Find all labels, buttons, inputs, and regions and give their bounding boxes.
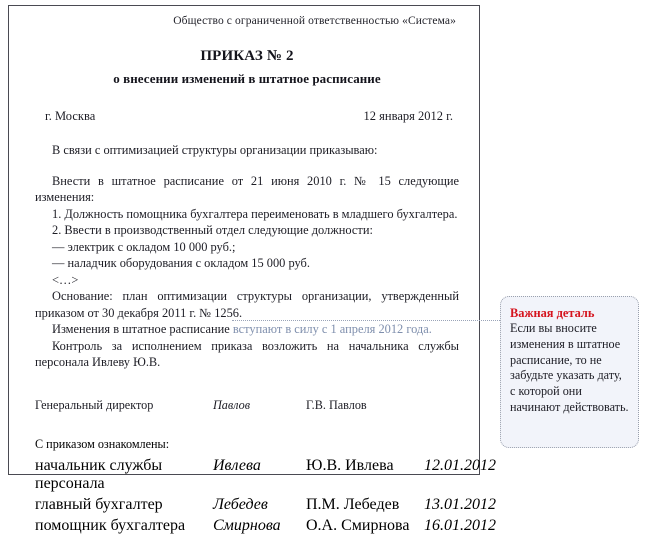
ack-date: 13.01.2012 <box>424 495 496 513</box>
director-signature: Павлов <box>213 397 251 412</box>
ack-role: помощник бухгалтера <box>35 516 186 534</box>
callout-title: Важная деталь <box>510 306 595 320</box>
ack-name: О.А. Смирнова <box>306 516 410 534</box>
paragraph-intro: Внести в штатное расписание от 21 июня 2010 г. № 15 следующие изменения: <box>35 173 459 204</box>
ack-role: главный бухгалтер <box>35 495 163 513</box>
callout-text: Если вы вносите изменения в штатное расписание, то не забудьте указать дату, с которой они начинают действовать. <box>510 321 629 414</box>
callout-leader-line <box>232 320 514 321</box>
paragraph-dash-2: — наладчик оборудования с окладом 15 000 руб. <box>52 256 310 270</box>
order-subtitle: о внесении изменений в штатное расписание <box>113 71 381 86</box>
ack-role: начальник службы персонала <box>35 456 163 492</box>
paragraph-control: Контроль за исполнением приказа возложить на начальника службы персонала Ивлеву Ю.В. <box>35 338 459 369</box>
ack-date: 16.01.2012 <box>424 516 496 534</box>
important-detail-callout <box>500 296 639 448</box>
document-place: г. Москва <box>45 109 96 123</box>
paragraph-item-2: 2. Ввести в производственный отдел следующие должности: <box>52 223 373 237</box>
place-date-row <box>35 109 459 124</box>
acknowledgement-list <box>35 456 496 535</box>
table-row <box>35 456 496 493</box>
paragraph-dash-1: — электрик с окладом 10 000 руб.; <box>52 239 236 254</box>
director-role: Генеральный директор <box>35 397 154 412</box>
director-name: Г.В. Павлов <box>306 397 367 412</box>
signature-row <box>35 398 459 413</box>
ack-signature: Смирнова <box>213 516 281 534</box>
effective-date-highlight: вступают в силу с 1 апреля 2012 года. <box>232 322 432 336</box>
acknowledgement-label: С приказом ознакомлены: <box>35 436 170 451</box>
effective-date-prefix: Изменения в штатное расписание <box>52 322 233 336</box>
paragraph-ellipsis: <…> <box>52 272 79 287</box>
ack-signature: Ивлева <box>213 456 261 474</box>
document-sheet <box>8 5 496 534</box>
paragraph-item-1: 1. Должность помощника бухгалтера переименовать в младшего бухгалтера. <box>52 206 458 221</box>
paragraph-effective-date <box>35 321 459 338</box>
ack-date: 12.01.2012 <box>424 456 496 474</box>
table-row <box>35 516 496 535</box>
ack-signature: Лебедев <box>213 495 268 513</box>
organization-line: Общество с ограниченной ответственностью «Система» <box>173 15 456 27</box>
document-date: 12 января 2012 г. <box>363 109 453 123</box>
order-title: ПРИКАЗ № 2 <box>200 48 294 64</box>
ack-name: Ю.В. Ивлева <box>306 456 394 474</box>
document-body <box>35 142 459 371</box>
paragraph-preamble: В связи с оптимизацией структуры организации приказываю: <box>52 143 378 157</box>
document-content <box>9 6 496 534</box>
director-signature-block <box>35 398 459 413</box>
ack-name: П.М. Лебедев <box>306 495 400 513</box>
table-row <box>35 495 496 514</box>
paragraph-basis: Основание: план оптимизации структуры организации, утвержденный приказом от 30 декабря 2011 г. № 1256. <box>35 289 459 320</box>
